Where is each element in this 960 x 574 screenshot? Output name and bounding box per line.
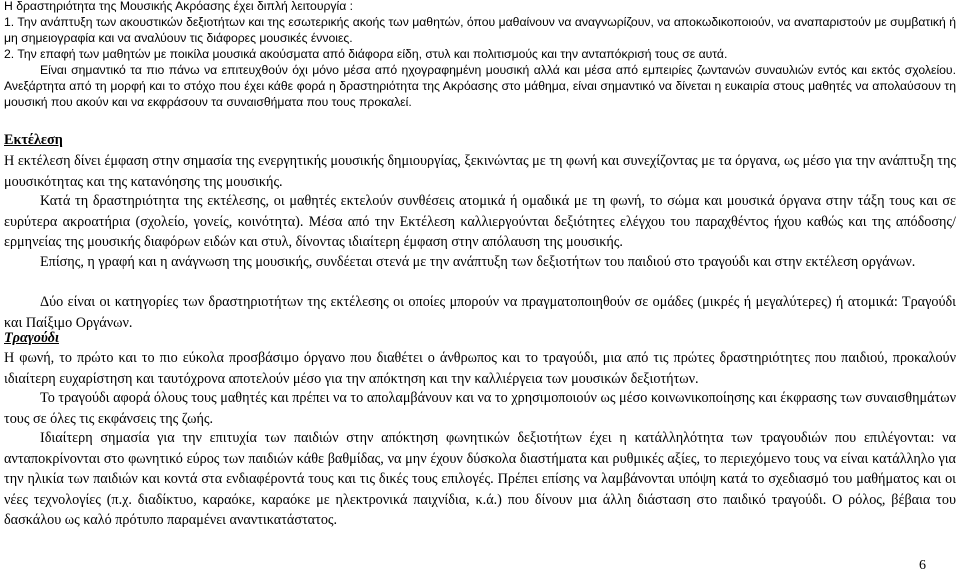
section-heading-singing: Τραγούδι [4, 330, 59, 346]
execution-paragraph-1: Η εκτέλεση δίνει έμφαση στην σημασία της ενεργητικής μουσικής δημιουργίας, ξεκινώντας με τη φωνή και συνεχίζοντας με τα όργανα, ως μέσο για την ανάπτυξη της μουσικότητας και της κατανόησης της μουσικής. [4, 153, 956, 190]
singing-paragraph-2: Το τραγούδι αφορά όλους τους μαθητές και πρέπει να το απολαμβάνουν και να το χρησιμοποιούν ως μέσο κοινωνικοποίησης και έκφρασης των συναισθημάτων τους σε όλες τις εκφάνσεις της ζωής. [4, 390, 956, 427]
execution-paragraph-3: Επίσης, η γραφή και η ανάγνωση της μουσικής, συνδέεται στενά με την ανάπτυξη των δεξιοτήτων του παιδιού στο τραγούδι και στην εκτέλεση οργάνων. [40, 254, 916, 270]
execution-paragraph-2: Κατά τη δραστηριότητα της εκτέλεσης, οι μαθητές εκτελούν συνθέσεις ατομικά ή ομαδικά με τη φωνή, το σώμα και μουσικά όργανα στην τάξη τους και σε ευρύτερα ακροατήρια (σχολείο, γονείς, κοινότητα). Μέσα από την Εκτέλεση καλλιεργούνται δεξιότητες ελέγχου του παραχθέντος ήχου καθώς και της απόδοσης/ερμηνείας της μουσικής διαφόρων ειδών και στυλ, δίνοντας ιδιαίτερη έμφαση στην απόλαυση της μουσικής. [4, 193, 956, 250]
singing-paragraph-1: Η φωνή, το πρώτο και το πιο εύκολα προσβάσιμο όργανο που διαθέτει ο άνθρωπος και το τραγούδι, μια από τις πρώτες δραστηριότητες που παιδιού, προκαλούν ιδιαίτερη ευχαρίστηση και ταυτόχρονα αποτελούν μέσο για την απόκτηση και την καλλιέργεια των μουσικών δεξιοτήτων. [4, 350, 956, 387]
page-number: 6 [919, 558, 926, 573]
execution-paragraph-4: Δύο είναι οι κατηγορίες των δραστηριοτήτων της εκτέλεσης οι οποίες μπορούν να πραγματοποιηθούν σε ομάδες (μικρές ή μεγαλύτερες) ή ατομικά: Τραγούδι και Παίξιμο Οργάνων. [4, 294, 956, 331]
singing-paragraph-3: Ιδιαίτερη σημασία για την επιτυχία των παιδιών στην απόκτηση φωνητικών δεξιοτήτων έχει η κατάλληλότητα των τραγουδιών που επιλέγονται: να ανταποκρίνονται στο φωνητικό εύρος των παιδιών κάθε βαθμίδας, να μην έχουν δύσκολα διαστήματα και ρυθμικές αξίες, το περιεχόμενο τους να είναι κατάλληλο για την ηλικία των παιδιών και κοντά στα ενδιαφέροντά τους και τις δικές τους επιλογές. Πρέπει επίσης να λαμβάνονται υπόψη κατά το σχεδιασμό του μαθήματος και οι νέες τεχνολογίες (π.χ. διαδίκτυο, καραόκε, καραόκε με ηλεκτρονικά παιχνίδια, κ.ά.) που δίνουν μια άλλη διάσταση στο παιδικό τραγούδι. Ο ρόλος, βέβαια του δασκάλου ως καλό πρότυπο παραμένει αναντικατάστατος. [4, 430, 956, 528]
section-heading-execution: Εκτέλεση [4, 132, 63, 148]
intro-paragraph: Είναι σημαντικό τα πιο πάνω να επιτευχθούν όχι μόνο μέσα από ηχογραφημένη μουσική αλλά και μέσα από εμπειρίες ζωντανών συναυλιών εντός και εκτός σχολείου. Ανεξάρτητα από τη μορφή και το στόχο που έχει κάθε φορά η δραστηριότητα της Ακρόασης στο μάθημα, είναι σημαντικό να δίνεται η ευκαιρία στους μαθητές να απολαύσουν τη μουσική που ακούν και να εκφράσουν τα συναισθήματα που τους προκαλεί. [4, 63, 956, 109]
intro-title: Η δραστηριότητα της Μουσικής Ακρόασης έχει διπλή λειτουργία : [4, 0, 354, 13]
intro-item-1: 1. Την ανάπτυξη των ακουστικών δεξιοτήτων και της εσωτερικής ακοής των μαθητών, όπου μαθαίνουν να αναγνωρίζουν, να αποκωδικοποιούν, να αναπαριστούν με συμβατική ή μη σημειογραφία και να αναλύουν τις διάφορες μουσικές έννοιες. [4, 15, 956, 45]
intro-item-2: 2. Την επαφή των μαθητών με ποικίλα μουσικά ακούσματα από διάφορα είδη, στυλ και πολιτισμούς και την ανταπόκρισή τους σε αυτά. [4, 47, 728, 61]
